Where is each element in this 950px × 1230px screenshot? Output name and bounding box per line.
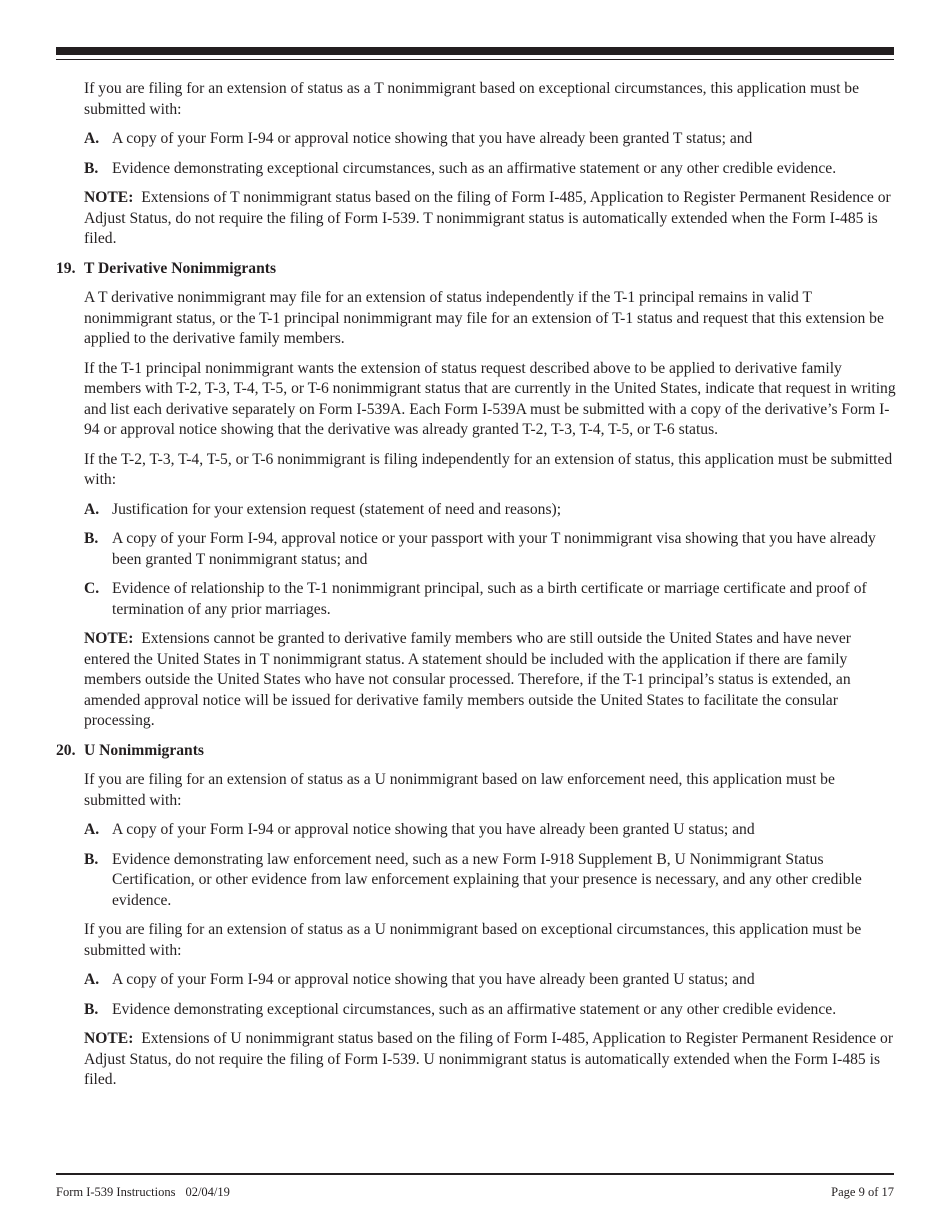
list-item [84,820,896,841]
list-item-letter: B. [84,1000,99,1018]
list-item-letter: A. [84,500,100,518]
list-item-letter: B. [84,159,99,177]
list-item-text: A copy of your Form I-94, approval notice or your passport with your T nonimmigrant visa showing that you have already been granted T nonimmigrant status; and [112,530,876,568]
footer-date: 02/04/19 [185,1185,230,1199]
note-paragraph [84,629,896,732]
list-item-letter: A. [84,130,100,147]
list-item-letter: A. [84,971,100,988]
header-thin-rule [56,59,894,60]
note-paragraph [84,188,896,250]
section-title: U Nonimmigrants [84,741,204,759]
paragraph: If you are filing for an extension of status as a U nonimmigrant based on exceptional circumstances, this application must be submitted with: [84,921,862,959]
list-item-text: Evidence of relationship to the T-1 nonimmigrant principal, such as a birth certificate or marriage certificate and proof of termination of any prior marriages. [112,580,867,618]
footer-page-number: Page 9 of 17 [831,1185,894,1199]
header-thick-rule [56,47,894,55]
section-heading-19 [56,259,896,280]
list-item-text: A copy of your Form I-94 or approval notice showing that you have already been granted U status; and [112,821,755,838]
list-item [84,1000,896,1021]
list-item [84,159,896,180]
section-title: T Derivative Nonimmigrants [84,259,277,277]
note-text: Extensions of T nonimmigrant status based on the filing of Form I-485, Application to Register Permanent Residence or Adjust Status, do not require the filing of Form I-539. T nonimmigrant status is automatically extended when the Form I-485 is filed. [84,189,891,247]
footer-form-info [56,1185,230,1200]
list-item [84,500,896,521]
list-item [84,129,896,150]
note-paragraph [84,1029,896,1091]
list-item [84,970,896,991]
paragraph: A T derivative nonimmigrant may file for an extension of status independently if the T-1 principal remains in valid T nonimmigrant status, or the T-1 principal nonimmigrant may file for an extension of T-1 status and request that this extension be applied to the derivative family members. [84,289,884,347]
note-text: Extensions of U nonimmigrant status based on the filing of Form I-485, Application to Register Permanent Residence or Adjust Status, do not require the filing of Form I-539. U nonimmigrant status is automatically extended when the Form I-485 is filed. [84,1030,894,1088]
intro-paragraph: If you are filing for an extension of status as a T nonimmigrant based on exceptional circumstances, this application must be submitted with: [84,80,860,118]
list-item-letter: C. [84,580,100,597]
paragraph: If you are filing for an extension of status as a U nonimmigrant based on law enforcement need, this application must be submitted with: [84,771,835,809]
list-item-text: Evidence demonstrating law enforcement need, such as a new Form I-918 Supplement B, U Nonimmigrant Status Certification, or other evidence from law enforcement explaining that your presence is necessary, and any other credible evidence. [112,850,862,909]
list-item [84,529,896,570]
list-item [84,850,896,912]
section-number: 19. [56,259,76,277]
section-heading-20 [56,741,896,762]
note-text: Extensions cannot be granted to derivative family members who are still outside the United States and have never entered the United States in T nonimmigrant status. A statement should be included with the application if there are family members outside the United States who have not consular processed. Therefore, if the T-1 principal’s status is extended, an amended approval notice will be issued for derivative family members outside the United States to facilitate the consular processing. [84,630,851,729]
list-item-text: Evidence demonstrating exceptional circumstances, such as an affirmative statement or any other credible evidence. [112,1000,837,1018]
page-content [56,79,896,1100]
list-item-letter: A. [84,821,100,838]
list-item [84,579,896,620]
footer-rule [56,1173,894,1175]
note-label: NOTE: [84,1030,134,1047]
list-item-letter: B. [84,530,99,547]
list-item-text: A copy of your Form I-94 or approval notice showing that you have already been granted T status; and [112,130,753,147]
note-label: NOTE: [84,189,134,206]
note-label: NOTE: [84,630,134,647]
list-item-text: Justification for your extension request (statement of need and reasons); [112,500,562,518]
list-item-text: Evidence demonstrating exceptional circumstances, such as an affirmative statement or any other credible evidence. [112,159,837,177]
list-item-text: A copy of your Form I-94 or approval notice showing that you have already been granted U status; and [112,971,755,988]
section-number: 20. [56,741,76,759]
paragraph: If the T-1 principal nonimmigrant wants the extension of status request described above to be applied to derivative family members with T-2, T-3, T-4, T-5, or T-6 nonimmigrant status that are currently in the United States, indicate that request in writing and list each derivative separately on Form I-539A. Each Form I-539A must be submitted with a copy of the derivative’s Form I-94 or approval notice showing that the derivative was already granted T-2, T-3, T-4, T-5, or T-6 status. [84,359,896,438]
paragraph: If the T-2, T-3, T-4, T-5, or T-6 nonimmigrant is filing independently for an extension of status, this application must be submitted with: [84,450,893,488]
footer-form-name: Form I-539 Instructions [56,1185,176,1199]
list-item-letter: B. [84,850,99,868]
